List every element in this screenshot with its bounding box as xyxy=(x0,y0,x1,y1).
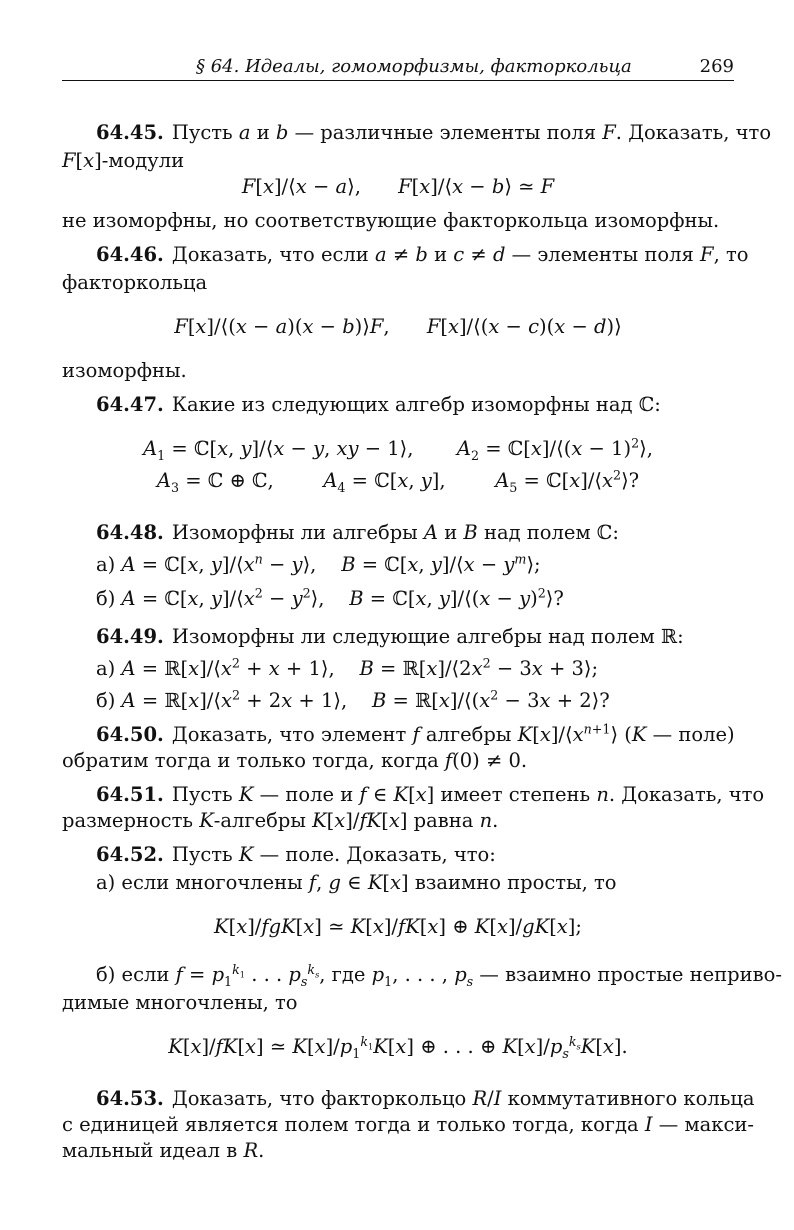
problem-number: 64.51. xyxy=(96,783,164,806)
problem-number: 64.52. xyxy=(96,843,164,866)
problem-number: 64.49. xyxy=(96,625,164,648)
header-title: § 64. Идеалы, гомоморфизмы, факторкольца xyxy=(196,56,632,77)
running-header xyxy=(62,56,734,81)
page: § 64. Идеалы, гомоморфизмы, факторкольца 269 64.45. Пусть a и b — различные элементы поля F. Доказать, что F[x]-модули F[x]/⟨x − a⟩, F[x]/⟨x − b⟩ ≃ F не изоморфны, но соответствующие факторкольца изоморфны. 64.46. Доказать, что если a ≠ b и c ≠ d — элементы поля F, то факторкольца F[x]/⟨(x − a)(x − b)⟩F, F[x]/⟨(x − c)(x − d)⟩ изоморфны. 64.47. Какие из следующих алгебр изоморфны над ℂ: $A_1$ = ℂ[x, y]/⟨x − y, xy − 1⟩, $A_2$ = ℂ[x]/⟨(x − 1)$^2$⟩, $A_3$ = ℂ ⊕ ℂ, $A_4$ = ℂ[x, y], $A_5$ = $ℂ[x]/⟨x^2⟩$? 64.48. Изоморфны ли алгебры A и B над полем ℂ: а) A = ℂ[x, $y]/⟨x^n$ − y⟩, B = ℂ[x, y]/⟨x − $y^m⟩$; б) A = ℂ[x, $y]/⟨x^2$ − $y^2⟩$, B = ℂ[x, y]/⟨(x − y)$^2$⟩? 64.49. Изоморфны ли следующие алгебры над полем ℝ: а) $A = ℝ[x]/⟨x^2 + x$ + 1⟩, $B = ℝ[x]/⟨2x^2 - 3x$ + 3⟩; б) $A = ℝ[x]/⟨x^2 + 2x$ + 1⟩, $B = ℝ[x]/⟨(x^2 - 3x$ + 2⟩? 64.50. Доказать, что элемент f алгебры $K[x]/⟨x^{n+1}⟩$ (K — поле) обратим тогда и только тогда, когда f(0) ≠ 0. 64.51. Пусть K — поле и f ∈ K[x] имеет степень n. Доказать, что размерность K-алгебры K[x]/fK[x] равна n. 64.52. Пусть K — поле. Доказать, что: а) если многочлены f, g ∈ K[x] взаимно просты, то K[x]/fgK[x] ≃ K[x]/fK[x] ⊕ K[x]/gK[x]; б) если $f = p_1^{k_1}$ . . . $p_s^{k_s}$, где $p_1$, . . . , $p_s$ — взаимно простые неприво- димые многочлены, то K[x]/fK[x] ≃ $K[x]/p_1^{k_1}K[x]$ ⊕ . . . ⊕ $K[x]/p_s^{k_s}K[x]$. 64.53. Доказать, что факторкольцо R/I коммутативного кольца с единицей является полем тогда и только тогда, когда I — макси- мальный идеал в R. xyxy=(62,56,782,1162)
problem-number: 64.53. xyxy=(96,1087,164,1110)
problem-number: 64.48. xyxy=(96,521,164,544)
problem-number: 64.46. xyxy=(96,243,164,266)
problem-number: 64.50. xyxy=(96,723,164,746)
problem-number: 64.47. xyxy=(96,393,164,416)
page-number: 269 xyxy=(699,56,734,77)
problem-number: 64.45. xyxy=(96,121,164,144)
